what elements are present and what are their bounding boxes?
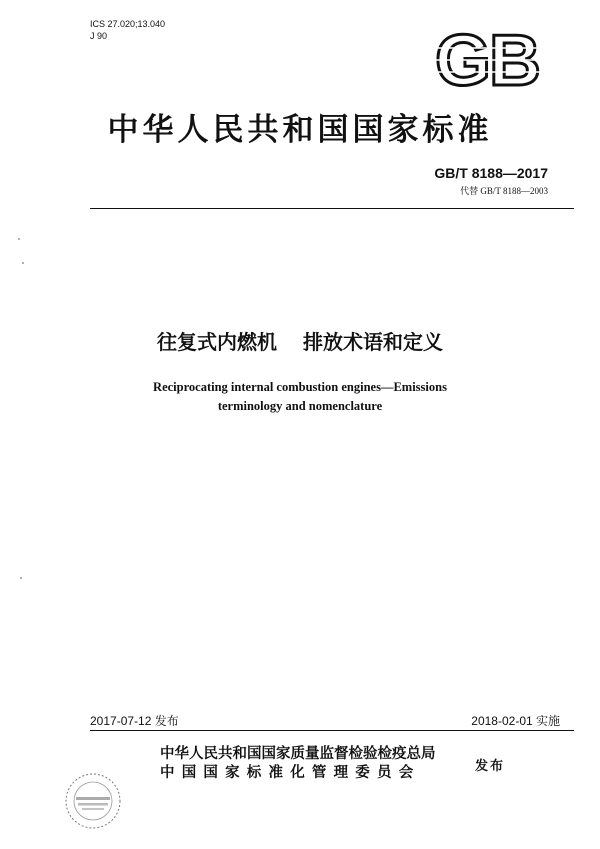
title-cn-part1: 往复式内燃机 (157, 330, 277, 354)
gb-logo-text: GB (435, 24, 539, 94)
scan-speck (18, 238, 20, 240)
document-title-cn (0, 326, 600, 355)
scan-speck (20, 577, 22, 579)
ics-code: ICS 27.020;13.040 (90, 19, 166, 29)
ccs-code: J 90 (90, 31, 108, 41)
publish-label: 发布 (475, 759, 506, 774)
publishing-authorities (160, 745, 436, 783)
classification-codes (90, 18, 165, 42)
scan-speck (22, 262, 24, 264)
title-cn-part2: 排放术语和定义 (303, 330, 443, 354)
top-divider (90, 208, 574, 209)
standard-number: GB/T 8188—2017 (434, 165, 548, 181)
title-en-line2: terminology and nomenclature (217, 399, 383, 413)
gb-logo-icon (422, 24, 552, 94)
implementation-date: 2018-02-01 实施 (471, 714, 560, 728)
library-stamp-icon (62, 770, 124, 832)
national-standard-title: 中华人民共和国国家标准 (107, 112, 493, 148)
publisher-aqsiq: 中华人民共和国国家质量监督检验检疫总局 (160, 746, 436, 762)
replaced-standard: 代替 GB/T 8188—2003 (460, 186, 548, 196)
bottom-divider (90, 730, 574, 731)
publisher-sac: 中国国家标准化管理委员会 (160, 765, 421, 781)
title-en-line1: Reciprocating internal combustion engines—Emissions (153, 380, 447, 394)
issue-date: 2017-07-12 发布 (90, 714, 179, 728)
document-title-en (0, 378, 600, 416)
